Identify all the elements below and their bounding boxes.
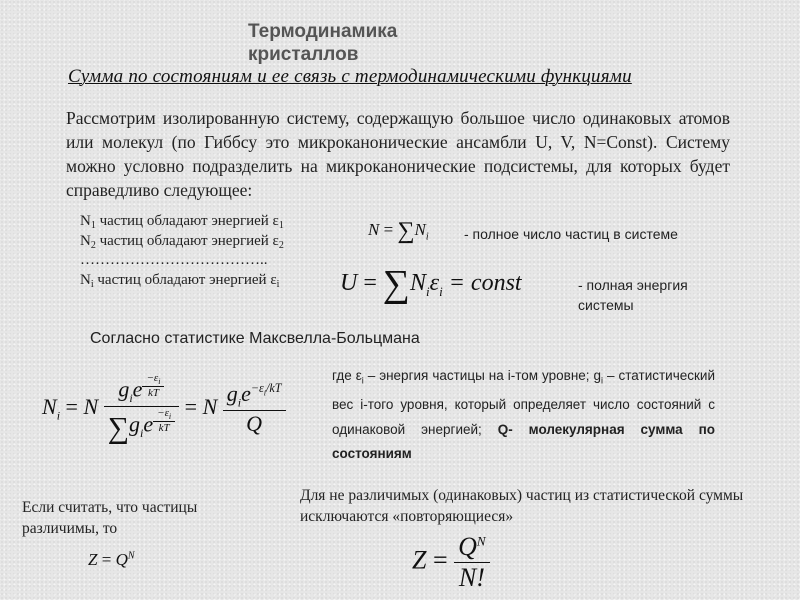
slide-subtitle: Сумма по состояниям и ее связь с термодинамическими функциями	[68, 66, 632, 87]
slide-title: Термодинамика кристаллов	[248, 21, 398, 65]
maxwell-boltzmann-heading: Согласно статистике Максвелла-Больцмана	[90, 330, 420, 347]
formula-total-number: $N = \sum N_i$	[368, 218, 429, 244]
level-line-2: $N_2$ частиц обладают энергией $\varepsilon_2$	[80, 233, 284, 251]
intro-paragraph: Рассмотрим изолированную систему, содержащую большое число одинаковых атомов или молекул (по Гиббсу это микроканонические ансамбли U, V, N=Const). Систему можно условно подразделить на микроканонические подсистемы, для которых будет справедливо следующее:	[66, 108, 730, 200]
level-dots: ………………………………..	[80, 252, 268, 268]
formula-boltzmann: $N_i = N$ $g_ie$ $^{\frac{-\varepsilon_i}{kT}}$ $\sum g_ie$ $^{\frac{-\varepsilon_i}{kT}}$ = N $\frac{g_ie^{-\varepsilon_i/kT}}{Q}$	[42, 372, 286, 446]
indistinguishable-note: Для не различимых (одинаковых) частиц из статистической суммы исключаются «повторяющиеся»	[300, 487, 744, 525]
distinguishable-note: Если считать, что частицы различимы, то	[22, 499, 198, 537]
where-explanation: где $\varepsilon_i$ – энергия частицы на i-том уровне; $g_i$ – статистический вес i-того уровня, который определяет число состояний с одинаковой энергией; Q- молекулярная сумма по состояниям	[332, 368, 715, 462]
total-energy-description: - полная энергия системы	[578, 277, 688, 313]
level-line-i: $N_i$ частиц обладают энергией $\varepsilon_i$	[80, 272, 280, 290]
formula-total-energy: $U = \sum N_i\varepsilon_i$ = const	[340, 263, 522, 305]
formula-z-indistinguishable: Z = $\frac{Q^N}{N!}$	[412, 532, 490, 593]
total-number-description: - полное число частиц в системе	[464, 226, 678, 242]
level-line-1: $N_1$ частиц обладают энергией $\varepsilon_1$	[80, 213, 284, 231]
formula-z-distinguishable: $Z = Q^N$	[88, 550, 135, 569]
